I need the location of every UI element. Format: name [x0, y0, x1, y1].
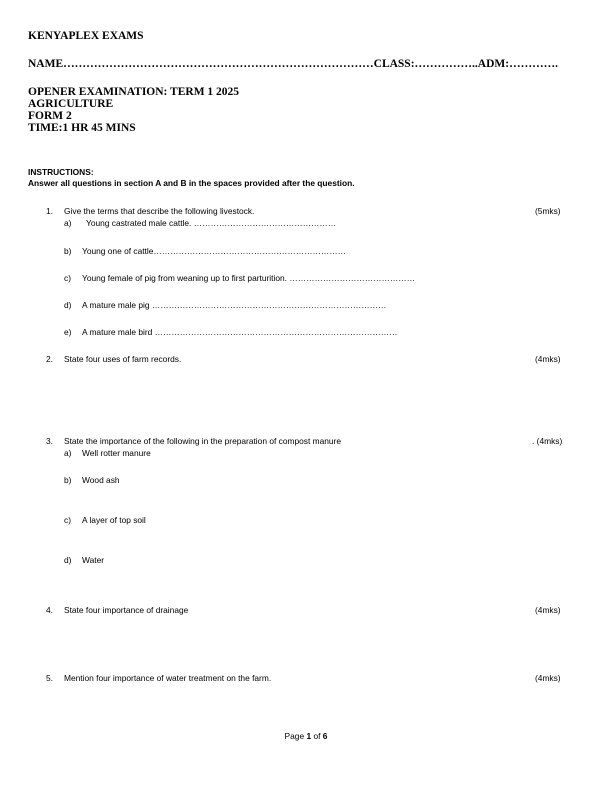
question-4-marks: (4mks) [535, 605, 561, 615]
question-1-number: 1. [46, 206, 53, 216]
q1-sub-c-text: Young female of pig from weaning up to first parturition. ……………………………………… [82, 273, 415, 283]
exam-form: FORM 2 [28, 110, 72, 122]
q3-sub-c-text: A layer of top soil [82, 515, 146, 525]
question-3-marks: . (4mks) [532, 436, 563, 446]
page-total: 6 [322, 731, 328, 741]
q1-sub-e-text: A mature male bird …………………………………………………………………………… [82, 327, 398, 337]
instructions-text: Answer all questions in section A and B in the spaces provided after the question. [28, 178, 355, 188]
question-5-number: 5. [46, 673, 53, 683]
student-fields-line: NAME………………………………………………………………………CLASS:……………..ADM:…………. [28, 58, 558, 70]
question-5-text: Mention four importance of water treatment on the farm. [64, 673, 272, 683]
exam-time: TIME:1 HR 45 MINS [28, 122, 136, 134]
q1-sub-b-text: Young one of cattle…………………………………………………………… [82, 246, 347, 256]
page-of: of [313, 731, 321, 741]
q1-sub-d-text: A mature male pig ………………………………………………………………………… [82, 300, 387, 310]
q3-sub-a-text: Well rotter manure [82, 448, 151, 458]
question-4-number: 4. [46, 605, 53, 615]
question-3-text: State the importance of the following in the preparation of compost manure [64, 436, 342, 446]
q3-sub-b-label: b) [64, 475, 72, 485]
q3-sub-d-text: Water [82, 555, 105, 565]
question-1-text: Give the terms that describe the following livestock. [64, 206, 255, 216]
exam-title: OPENER EXAMINATION: TERM 1 2025 [28, 86, 240, 98]
q1-sub-d-label: d) [64, 300, 72, 310]
question-2-number: 2. [46, 354, 53, 364]
org-name: KENYAPLEX EXAMS [28, 30, 144, 42]
q1-sub-c-label: c) [64, 273, 71, 283]
q3-sub-a-label: a) [64, 448, 72, 458]
q1-sub-e-label: e) [64, 327, 72, 337]
page-number: 1 [306, 731, 312, 741]
question-2-marks: (4mks) [535, 354, 561, 364]
page-footer [0, 731, 612, 742]
question-5-marks: (4mks) [535, 673, 561, 683]
instructions-heading: INSTRUCTIONS: [28, 167, 94, 177]
question-2-text: State four uses of farm records. [64, 354, 182, 364]
question-1-marks: (5mks) [535, 206, 561, 216]
q1-sub-a-text: Young castrated male cattle. …………………………………………… [86, 218, 337, 228]
page-prefix: Page [284, 731, 305, 741]
exam-subject: AGRICULTURE [28, 98, 114, 110]
q3-sub-d-label: d) [64, 555, 72, 565]
question-4-text: State four importance of drainage [64, 605, 189, 615]
question-3-number: 3. [46, 436, 53, 446]
q3-sub-b-text: Wood ash [82, 475, 120, 485]
q3-sub-c-label: c) [64, 515, 71, 525]
q1-sub-a-label: a) [64, 218, 72, 228]
q1-sub-b-label: b) [64, 246, 72, 256]
